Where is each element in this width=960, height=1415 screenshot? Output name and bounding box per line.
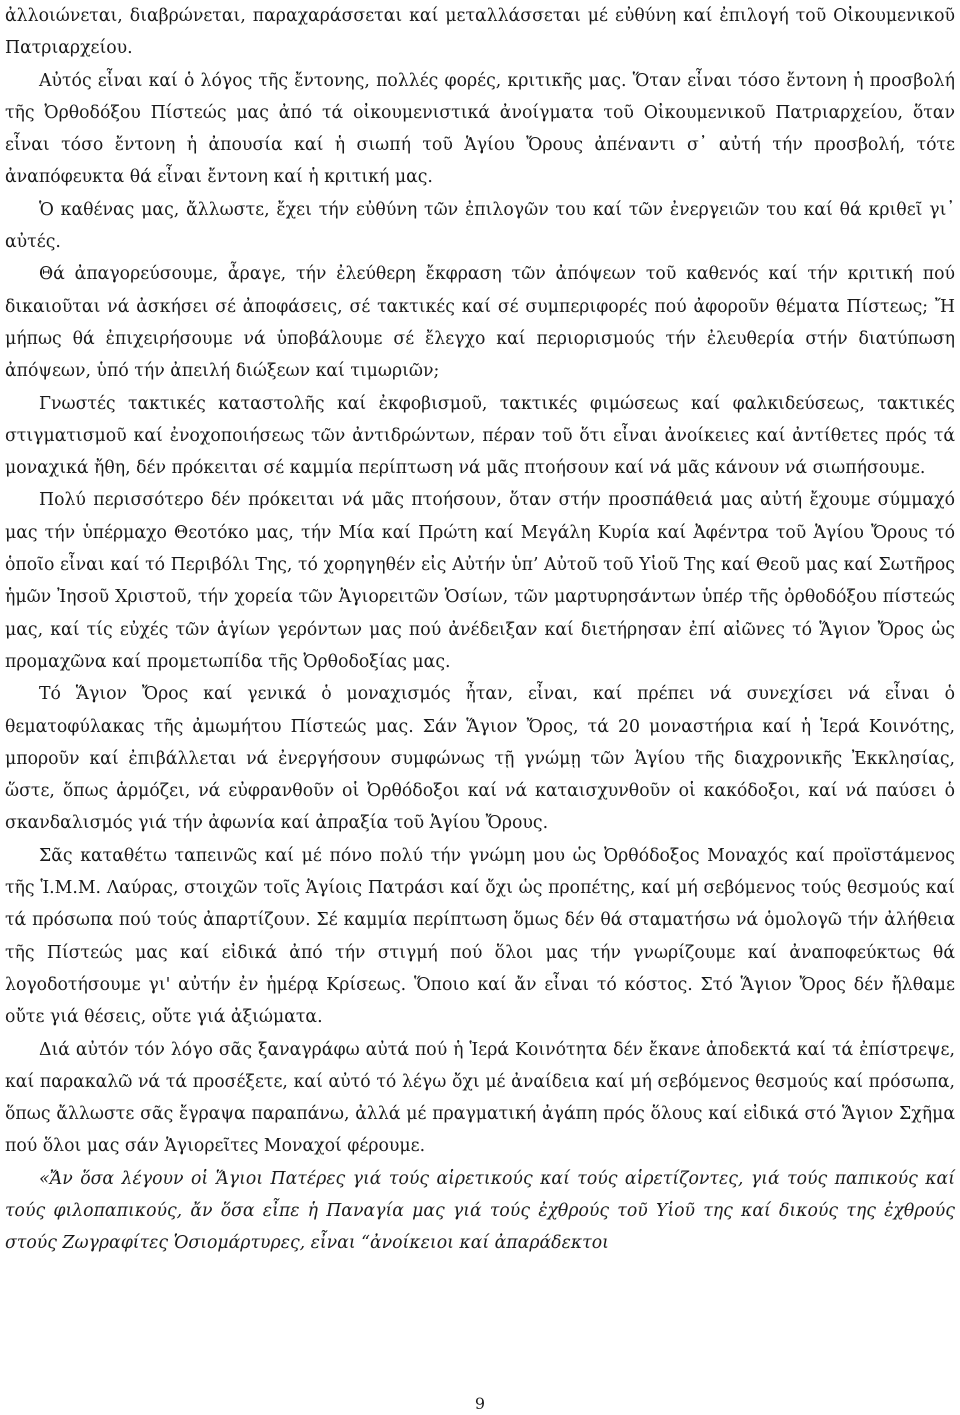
paragraph-continuation: ἀλλοιώνεται, διαβρώνεται, παραχαράσσεται καί μεταλλάσσεται μέ εὐθύνη καί ἐπιλογή τοῦ Οἰκουμενικοῦ Πατριαρχείου. <box>5 6 955 59</box>
quote-paragraph: «Ἄν ὅσα λέγουν οἱ Ἅγιοι Πατέρες γιά τούς αἱρετικούς καί τούς αἱρετίζοντες, γιά τούς παπικούς καί τούς φιλοπαπικούς, ἄν ὅσα εἶπε ἡ Παναγία μας γιά τούς ἐχθρούς τοῦ Υἱοῦ της καί δικούς της ἐχθρούς στούς Ζωγραφίτες Ὁσιομάρτυρες, εἶναι “ἀνοίκειοι καί ἀπαράδεκτοι <box>5 1168 955 1254</box>
page-number: 9 <box>474 1394 486 1413</box>
paragraph: Διά αὐτόν τόν λόγο σᾶς ξαναγράφω αὐτά πού ἡ Ἱερά Κοινότητα δέν ἔκανε ἀποδεκτά καί τά ἐπίστρεψε, καί παρακαλῶ νά τά προσέξετε, καί αὐτό τό λέγω ὄχι μέ ἀναίδεια καί μή σεβόμενος θεσμούς καί πρόσωπα, ὅπως ἄλλωστε σᾶς ἔγραψα παραπάνω, ἀλλά μέ πραγματική ἀγάπη πρός ὅλους καί εἰδικά στό Ἅγιον Σχῆμα πού ὅλοι μας σάν Ἁγιορεῖτες Μοναχοί φέρουμε. <box>5 1039 955 1157</box>
paragraph: Θά ἀπαγορεύσουμε, ἆραγε, τήν ἐλεύθερη ἔκφραση τῶν ἀπόψεων τοῦ καθενός καί τήν κριτική πού δικαιοῦται νά ἀσκήσει σέ ἀποφάσεις, σέ τακτικές καί σέ συμπεριφορές πού ἀφοροῦν θέματα Πίστεως; Ἤ μήπως θά ἐπιχειρήσουμε νά ὑποβάλουμε σέ ἔλεγχο καί περιορισμούς τήν ἐλευθερία στήν διατύπωση ἀπόψεων, ὑπό τήν ἀπειλή διώξεων καί τιμωριῶν; <box>5 264 955 382</box>
paragraph: Τό Ἅγιον Ὄρος καί γενικά ὁ μοναχισμός ἦταν, εἶναι, καί πρέπει νά συνεχίσει νά εἶναι ὁ θεματοφύλακας τῆς ἀμωμήτου Πίστεώς μας. Σάν Ἅγιον Ὄρος, τά 20 μοναστήρια καί ἡ Ἱερά Κοινότης, μποροῦν καί ἐπιβάλλεται νά ἐνεργήσουν συμφώνως τῇ γνώμῃ τῶν Ἁγίου τῆς διαχρονικῆς Ἐκκλησίας, ὥστε, ὅπως ἁρμόζει, νά εὐφρανθοῦν οἱ Ὀρθόδοξοι καί νά καταισχυνθοῦν οἱ κακόδοξοι, καί νά παύσει ὁ σκανδαλισμός γιά τήν ἀφωνία καί ἀπραξία τοῦ Ἁγίου Ὄρους. <box>5 684 955 834</box>
document-page <box>5 0 955 1260</box>
paragraph: Ὁ καθένας μας, ἄλλωστε, ἔχει τήν εὐθύνη τῶν ἐπιλογῶν του καί τῶν ἐνεργειῶν του καί θά κριθεῖ γι᾽ αὐτές. <box>5 199 955 253</box>
paragraph: Πολύ περισσότερο δέν πρόκειται νά μᾶς πτοήσουν, ὅταν στήν προσπάθειά μας αὐτή ἔχουμε σύμμαχό μας τήν ὑπέρμαχο Θεοτόκο μας, τήν Μία καί Πρώτη καί Μεγάλη Κυρία καί Ἀφέντρα τοῦ Ἁγίου Ὄρους τό ὁποῖο εἶναι καί τό Περιβόλι Της, τό χορηγηθέν εἰς Αὐτήν ὑπ’ Αὐτοῦ τοῦ Υἱοῦ Της καί Θεοῦ μας καί Σωτῆρος ἡμῶν Ἰησοῦ Χριστοῦ, τήν χορεία τῶν Ἁγιορειτῶν Ὁσίων, τῶν μαρτυρησάντων ὑπέρ τῆς ὀρθοδόξου πίστεώς μας, καί τίς εὐχές τῶν ἁγίων γερόντων μας πού ἀνέδειξαν καί διετήρησαν ἐπί αἰῶνες τό Ἅγιον Ὄρος ὡς προμαχῶνα καί προμετωπίδα τῆς Ὀρθοδοξίας μας. <box>5 490 955 672</box>
paragraph: Γνωστές τακτικές καταστολῆς καί ἐκφοβισμοῦ, τακτικές φιμώσεως καί φαλκιδεύσεως, τακτικές στιγματισμοῦ καί ἐνοχοποιήσεως τῶν ἀντιδρώντων, πέραν τοῦ ὅτι εἶναι ἀνοίκειες καί ἀντίθετες πρός τά μοναχικά ἤθη, δέν πρόκειται σέ καμμία περίπτωση νά μᾶς πτοήσουν καί νά μᾶς κάνουν νά σιωπήσουμε. <box>5 393 955 479</box>
paragraph: Αὐτός εἶναι καί ὁ λόγος τῆς ἔντονης, πολλές φορές, κριτικῆς μας. Ὅταν εἶναι τόσο ἔντονη ἡ προσβολή τῆς Ὀρθοδόξου Πίστεώς μας ἀπό τά οἰκουμενιστικά ἀνοίγματα τοῦ Οἰκουμενικοῦ Πατριαρχείου, ὅταν εἶναι τόσο ἔντονη ἡ ἀπουσία καί ἡ σιωπή τοῦ Ἁγίου Ὄρους ἀπέναντι σ᾽ αὐτή τήν προσβολή, τότε ἀναπόφευκτα θά εἶναι ἔντονη καί ἡ κριτική μας. <box>5 70 955 188</box>
paragraph: Σᾶς καταθέτω ταπεινῶς καί μέ πόνο πολύ τήν γνώμη μου ὡς Ὀρθόδοξος Μοναχός καί προϊστάμενος τῆς Ἱ.Μ.Μ. Λαύρας, στοιχῶν τοῖς Ἁγίοις Πατράσι καί ὄχι ὡς προπέτης, καί μή σεβόμενος τούς θεσμούς καί τά πρόσωπα πού τούς ἀπαρτίζουν. Σέ καμμία περίπτωση ὅμως δέν θά σταματήσω νά ὁμολογῶ τήν ἀλήθεια τῆς Πίστεώς μας καί εἰδικά ἀπό τήν στιγμή πού ὅλοι μας τήν γνωρίζουμε καί ἀναποφεύκτως θά λογοδοτήσουμε γι' αὐτήν ἐν ἡμέρᾳ Κρίσεως. Ὅποιο καί ἄν εἶναι τό κόστος. Στό Ἅγιον Ὄρος δέν ἤλθαμε οὔτε γιά θέσεις, οὔτε γιά ἀξιώματα. <box>5 845 955 1028</box>
